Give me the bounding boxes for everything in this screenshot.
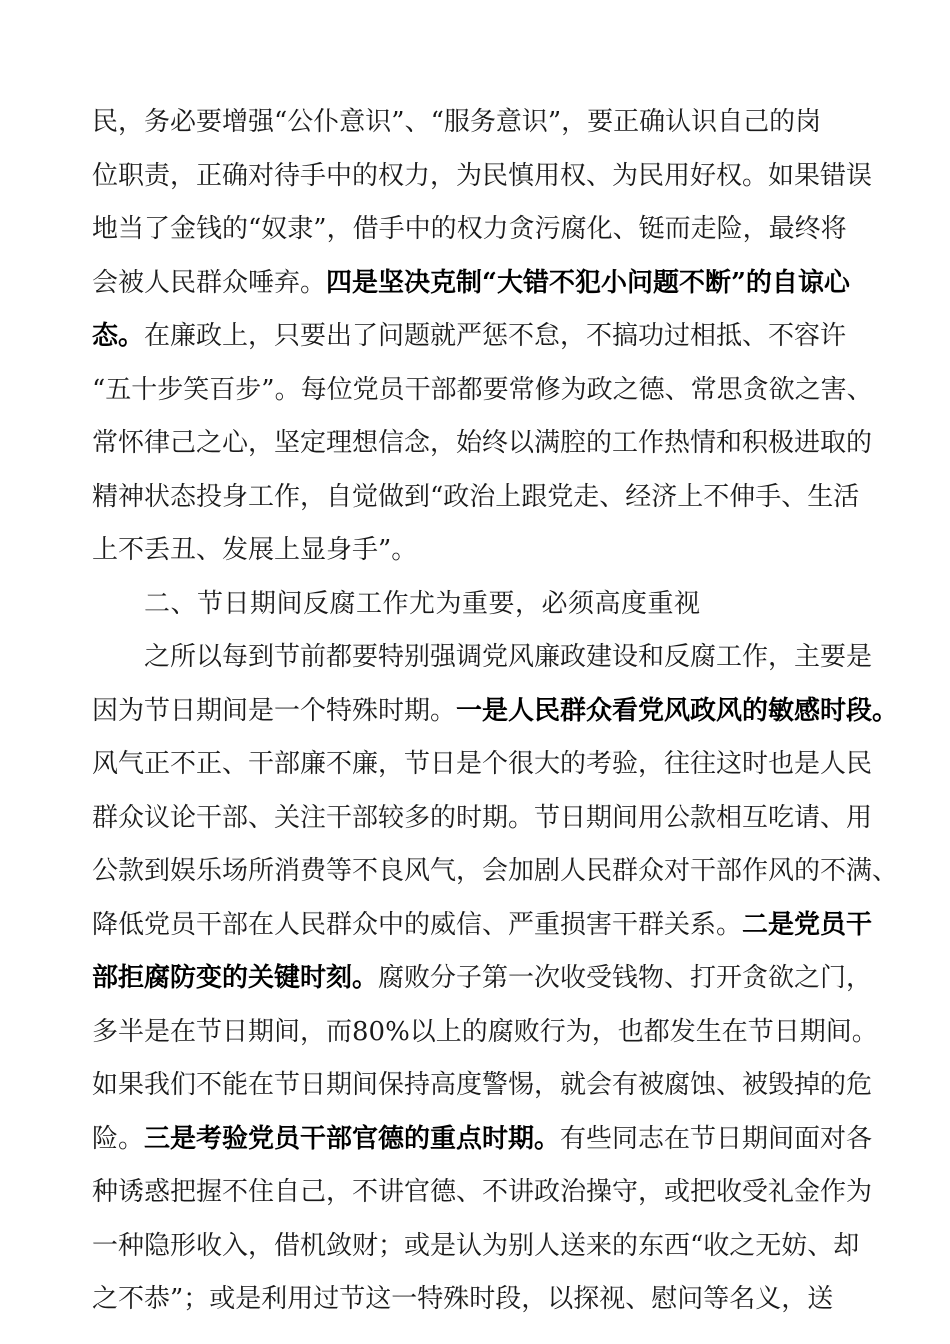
- text-segment: 之不恭”；或是利用过节这一特殊时段，以探视、慰问等名义，送: [92, 1284, 834, 1314]
- text-segment: 民，务必要增强“公仆意识”、“服务意识”，要正确认识自己的岗: [92, 107, 822, 137]
- text-segment: 因为节日期间是一个特殊时期。: [92, 695, 457, 726]
- text-segment: 二、节日期间反腐工作尤为重要，必须高度重视: [144, 588, 701, 619]
- text-line: [92, 96, 872, 150]
- bold-text-segment: 二是党员干: [742, 909, 873, 940]
- bold-text-segment: 部拒腐防变的关键时刻。: [92, 963, 379, 993]
- text-segment: 群众议论干部、关注干部较多的时期。节日期间用公款相互吃请、用: [92, 802, 873, 833]
- text-segment: 多半是在节日期间，而80%以上的腐败行为，也都发生在节日期间。: [92, 1016, 878, 1047]
- text-line: [92, 417, 872, 471]
- text-segment: 种诱惑把握不住自己，不讲官德、不讲政治操守，或把收受礼金作为: [92, 1177, 873, 1207]
- text-line: [92, 364, 872, 418]
- text-line: [92, 738, 872, 792]
- section-heading: [92, 578, 872, 632]
- bold-text-segment: 态。: [92, 321, 145, 351]
- text-segment: 一种隐形收入，借机敛财；或是认为别人送来的东西“收之无妨、却: [92, 1230, 860, 1261]
- bold-text-segment: 一是人民群众看党风政风的敏感时段。: [456, 695, 899, 726]
- text-line: [92, 952, 872, 1006]
- text-segment: 常怀律己之心，坚定理想信念，始终以满腔的工作热情和积极进取的: [92, 428, 873, 458]
- text-line: [92, 899, 872, 953]
- text-line: [92, 1113, 872, 1167]
- text-segment: 会被人民群众唾弃。: [92, 267, 327, 298]
- text-segment: 上不丢丑、发展上显身手”。: [92, 535, 418, 565]
- text-line: [92, 1059, 872, 1113]
- text-line: [92, 631, 872, 685]
- text-line: [92, 524, 872, 578]
- text-segment: “五十步笑百步”。每位党员干部都要常修为政之德、常思贪欲之害、: [92, 374, 873, 405]
- text-line: [92, 685, 899, 739]
- bold-text-segment: 四是坚决克制“大错不犯小问题不断”的自谅心: [326, 267, 850, 298]
- text-line: [92, 310, 872, 364]
- text-segment: 险。: [92, 1123, 145, 1154]
- text-segment: 有些同志在节日期间面对各: [560, 1123, 873, 1154]
- bold-text-segment: 三是考验党员干部官德的重点时期。: [144, 1123, 561, 1154]
- text-line: [92, 1220, 872, 1274]
- text-line: [92, 1273, 872, 1327]
- text-segment: 精神状态投身工作，自觉做到“政治上跟党走、经济上不伸手、生活: [92, 481, 860, 512]
- text-segment: 腐败分子第一次收受钱物、打开贪欲之门，: [378, 963, 873, 993]
- text-segment: 公款到娱乐场所消费等不良风气，会加剧人民群众对干部作风的不满、: [92, 856, 899, 886]
- text-segment: 地当了金钱的“奴隶”，借手中的权力贪污腐化、铤而走险，最终将: [92, 214, 847, 244]
- text-segment: 位职责，正确对待手中的权力，为民慎用权、为民用好权。如果错误: [92, 160, 873, 191]
- text-line: [92, 257, 872, 311]
- text-segment: 在廉政上，只要出了问题就严惩不怠，不搞功过相抵、不容许: [144, 321, 847, 351]
- text-segment: 之所以每到节前都要特别强调党风廉政建设和反腐工作，主要是: [144, 642, 873, 672]
- text-line: [92, 792, 872, 846]
- text-segment: 风气正不正、干部廉不廉，节日是个很大的考验，往往这时也是人民: [92, 749, 873, 779]
- text-segment: 如果我们不能在节日期间保持高度警惕，就会有被腐蚀、被毁掉的危: [92, 1070, 873, 1100]
- text-line: [92, 1166, 872, 1220]
- text-line: [92, 845, 899, 899]
- text-line: [92, 471, 872, 525]
- document-body: [92, 96, 899, 1327]
- text-segment: 降低党员干部在人民群众中的威信、严重损害干群关系。: [92, 909, 743, 940]
- text-line: [92, 203, 872, 257]
- text-line: [92, 1006, 878, 1060]
- text-line: [92, 150, 872, 204]
